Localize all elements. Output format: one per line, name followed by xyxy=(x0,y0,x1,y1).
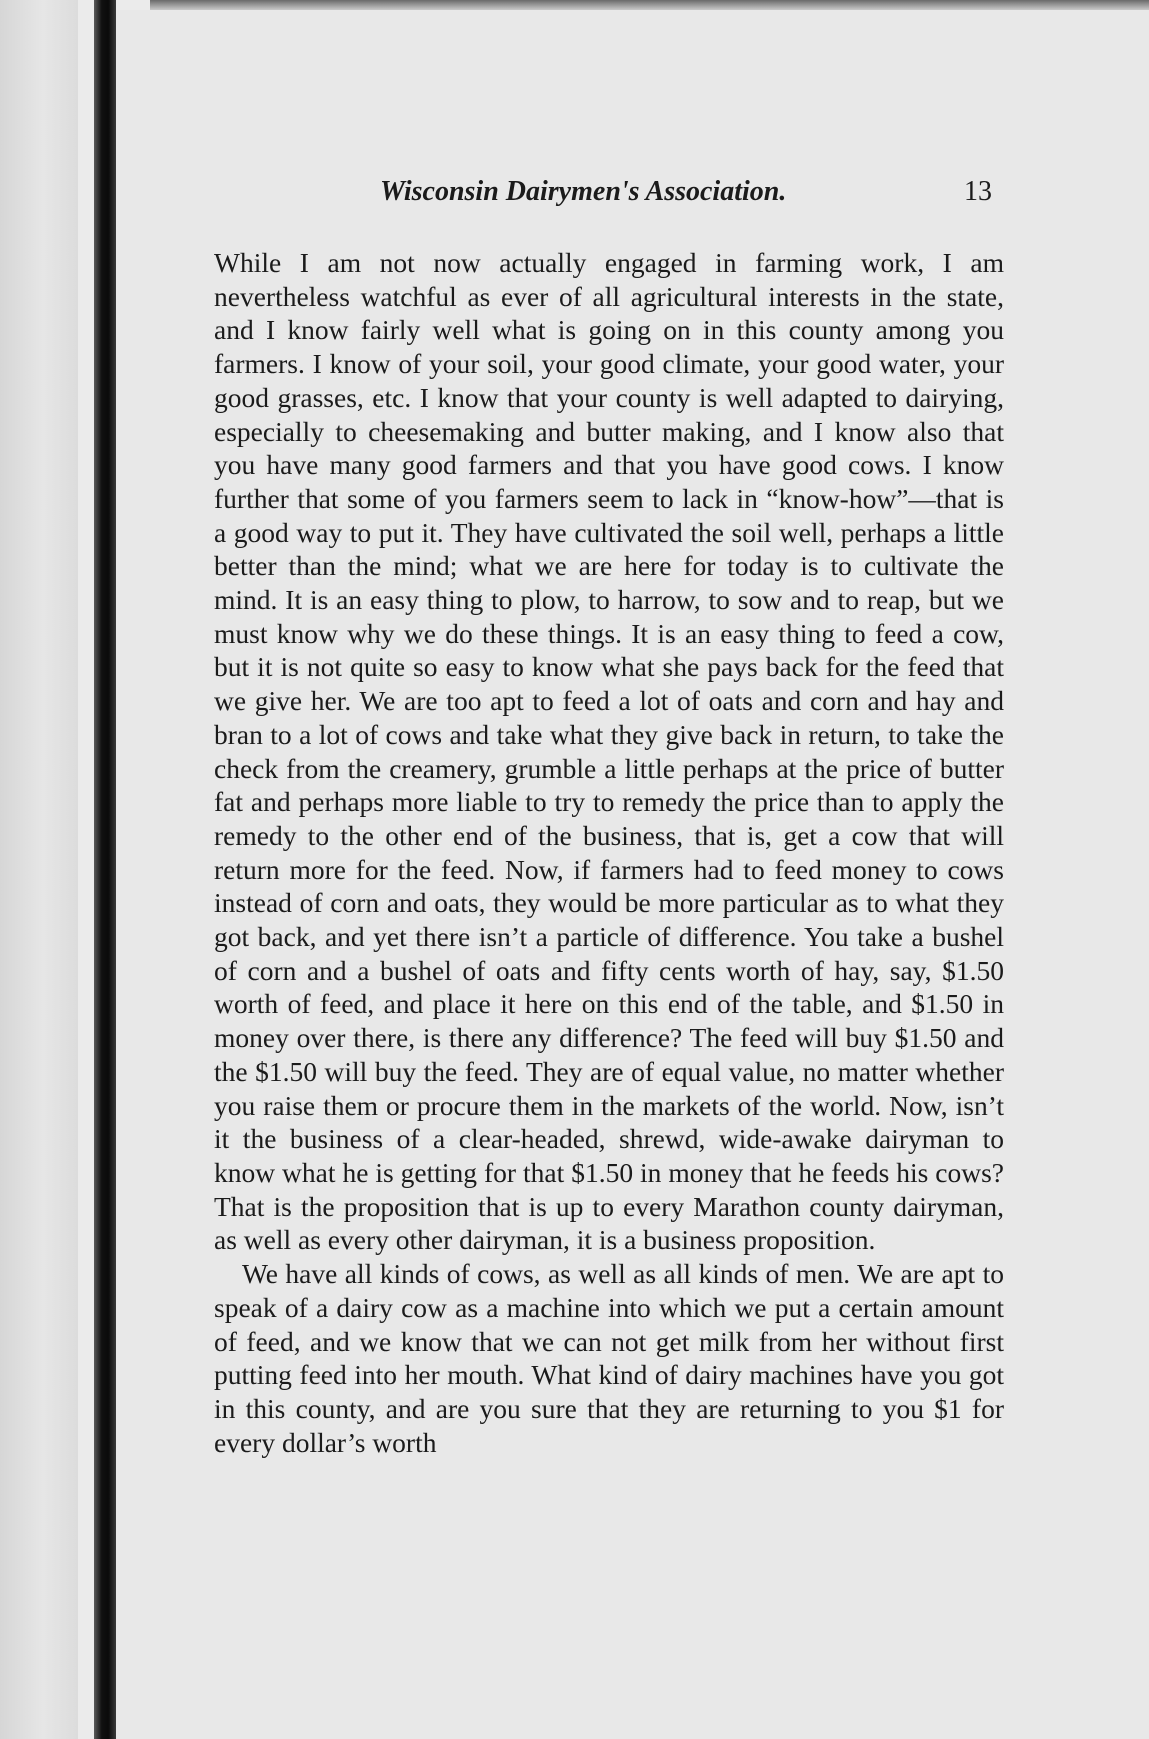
facing-page-edge xyxy=(0,0,78,1739)
page-top-edge xyxy=(150,0,1149,10)
paragraph: We have all kinds of cows, as well as all kinds of men. We are apt to speak of a dairy cow as a machine into which we put a certain amount of feed, and we know that we can not get milk from her without first putting feed into her mouth. What kind of dairy machines have you got in this county, and are you sure that they are returning to you $1 for every dollar’s worth xyxy=(214,1258,1004,1458)
book-binding xyxy=(94,0,116,1739)
paragraph: While I am not now actually engaged in farming work, I am nevertheless watchful as ever of all agricultural interests in the state, and I know fairly well what is going on in this county among you farmers. I know of your soil, your good climate, your good water, your good grasses, etc. I know that your county is well adapted to dairying, especially to cheesemaking and butter making, and I know also that you have many good farmers and that you have good cows. I know further that some of you farmers seem to lack in “know-how”—that is a good way to put it. They have cultivated the soil well, perhaps a little better than the mind; what we are here for today is to cultivate the mind. It is an easy thing to plow, to harrow, to sow and to reap, but we must know why we do these things. It is an easy thing to feed a cow, but it is not quite so easy to know what she pays back for the feed that we give her. We are too apt to feed a lot of oats and corn and hay and bran to a lot of cows and take what they give back in return, to take the check from the creamery, grumble a little perhaps at the price of butter fat and perhaps more liable to try to remedy the price than to apply the remedy to the other end of the business, that is, get a cow that will return more for the feed. Now, if farmers had to feed money to cows instead of corn and oats, they would be more particular as to what they got back, and yet there isn’t a particle of difference. You take a bushel of corn and a bushel of oats and fifty cents worth of hay, say, $1.50 worth of feed, and place it here on this end of the table, and $1.50 in money over there, is there any difference? The feed will buy $1.50 and the $1.50 will buy the feed. They are of equal value, no matter whether you raise them or procure them in the markets of the world. Now, isn’t it the business of a clear-headed, shrewd, wide-awake dairyman to know what he is getting for that $1.50 in money that he feeds his cows? That is the proposition that is up to every Marathon county dairyman, as well as every other dairyman, it is a business proposition. xyxy=(214,247,1004,1256)
running-title: Wisconsin Dairymen's Association. xyxy=(380,176,787,207)
body-text xyxy=(214,246,1004,1459)
page-header xyxy=(380,176,992,216)
page-number: 13 xyxy=(964,176,992,207)
